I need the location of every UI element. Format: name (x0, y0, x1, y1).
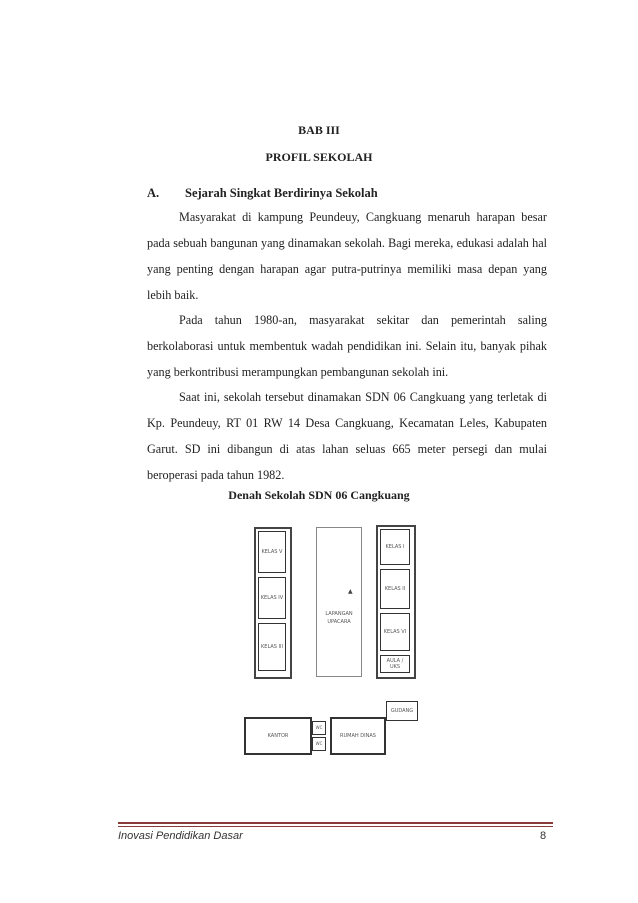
field-outline (316, 527, 362, 677)
room-rumah-dinas: RUMAH DINAS (330, 717, 386, 755)
room-kantor: KANTOR (244, 717, 312, 755)
section-heading-text: Sejarah Singkat Berdirinya Sekolah (185, 186, 378, 200)
footer-rule (118, 822, 553, 824)
chapter-title: PROFIL SEKOLAH (265, 150, 373, 164)
footer-title: Inovasi Pendidikan Dasar (118, 830, 243, 842)
chapter-number: BAB III (298, 123, 340, 137)
room-aula: AULA / UKS (380, 655, 410, 673)
room-kelas-iv: KELAS IV (258, 577, 286, 619)
page-number: 8 (540, 830, 547, 842)
flag-marker-icon: ▲ (348, 588, 353, 595)
section-label: A. (147, 186, 160, 200)
paragraph-2: Pada tahun 1980-an, masyarakat sekitar dan pemerintah saling berkolaborasi untuk membentuk wadah pendidikan ini. Selain itu, banyak pihak yang berkontribusi merampungkan pembangunan sekolah ini. (147, 313, 547, 379)
room-kelas-ii: KELAS II (380, 569, 410, 609)
room-kelas-i: KELAS I (380, 529, 410, 565)
room-gudang: GUDANG (386, 701, 418, 721)
room-lapangan: LAPANGAN UPACARA (325, 611, 353, 625)
room-wc-1: WC (312, 721, 326, 735)
footer-rule-thin (118, 826, 553, 827)
room-kelas-vi: KELAS VI (380, 613, 410, 651)
floor-plan (236, 515, 432, 755)
section-heading (147, 186, 378, 201)
figure-caption: Denah Sekolah SDN 06 Cangkuang (228, 488, 410, 502)
paragraph-1: Masyarakat di kampung Peundeuy, Cangkuang menaruh harapan besar pada sebuah bangunan yang dinamakan sekolah. Bagi mereka, edukasi adalah hal yang penting dengan harapan agar putra-putrinya memiliki masa depan yang lebih baik. (147, 210, 547, 302)
paragraph-3: Saat ini, sekolah tersebut dinamakan SDN 06 Cangkuang yang terletak di Kp. Peundeuy, RT 01 RW 14 Desa Cangkuang, Kecamatan Leles, Kabupaten Garut. SD ini dibangun di atas lahan seluas 665 meter persegi dan mulai beroperasi pada tahun 1982. (147, 390, 547, 482)
room-wc-2: WC (312, 737, 326, 751)
room-kelas-v: KELAS V (258, 531, 286, 573)
room-kelas-iii: KELAS III (258, 623, 286, 671)
